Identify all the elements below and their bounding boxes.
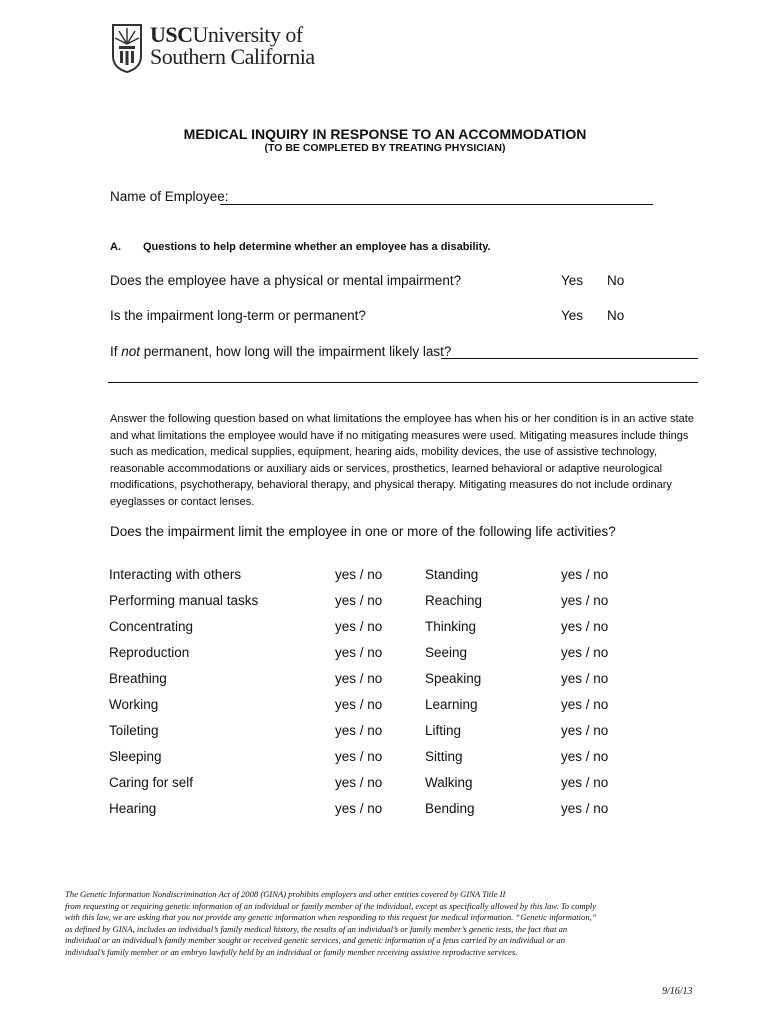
activity-label: Learning: [425, 697, 478, 712]
activity-yes-no[interactable]: yes / no: [335, 619, 383, 634]
question-duration: [110, 344, 451, 359]
activity-label: Reaching: [425, 593, 483, 608]
activity-yes-no[interactable]: yes / no: [335, 723, 383, 738]
gina-line: The Genetic Information Nondiscrimination Act of 2008 (GINA) prohibits employers and other entities covered by GINA Title II: [65, 889, 506, 899]
activity-label: Reproduction: [109, 645, 190, 660]
activity-label: Breathing: [109, 671, 167, 686]
question-long-term-yes[interactable]: Yes: [561, 308, 584, 323]
duration-answer-line-1[interactable]: [441, 358, 698, 359]
question-impairment-yes[interactable]: Yes: [561, 273, 584, 288]
section-a-letter: A.: [110, 241, 121, 253]
logo-line2: Southern California: [150, 44, 315, 69]
gina-notice: [65, 889, 715, 959]
activity-yes-no[interactable]: yes / no: [561, 775, 609, 790]
activity-yes-no[interactable]: yes / no: [335, 697, 383, 712]
activity-yes-no[interactable]: yes / no: [561, 723, 609, 738]
instructions-paragraph: Answer the following question based on what limitations the employee has when his or her condition is in an active state and what limitations the employee would have if no mitigating measures were used. Mitigating measures include things such as medication, medical supplies, equipment, hearing aids, mobility devices, the use of assistive technology, reasonable accommodations or auxiliary aids or services, prosthetics, learned behavioral or adaptive neurological modifications, psychotherapy, behavioral therapy, and physical therapy. Mitigating measures do not include ordinary eyeglasses or contact lenses.: [110, 413, 694, 508]
activity-yes-no[interactable]: yes / no: [561, 697, 609, 712]
gina-line: with this law, we are asking that you not provide any genetic information when responding to this request for medical information. “Genetic information,”: [65, 912, 597, 923]
activity-label: Toileting: [109, 723, 159, 738]
activity-label: Caring for self: [109, 775, 194, 790]
employee-name-label: Name of Employee:: [110, 189, 229, 204]
activity-label: Interacting with others: [109, 567, 242, 582]
activity-yes-no[interactable]: yes / no: [561, 749, 609, 764]
question-impairment-no[interactable]: No: [607, 273, 625, 288]
question-duration-prefix: If: [110, 344, 122, 359]
activity-yes-no[interactable]: yes / no: [561, 645, 609, 660]
question-duration-emph: not: [121, 344, 141, 359]
activity-yes-no[interactable]: yes / no: [335, 567, 383, 582]
activity-yes-no[interactable]: yes / no: [335, 593, 383, 608]
activity-yes-no[interactable]: yes / no: [335, 801, 383, 816]
activity-yes-no[interactable]: yes / no: [335, 749, 383, 764]
question-duration-suffix: permanent, how long will the impairment likely last?: [140, 344, 452, 359]
duration-answer-line-2[interactable]: [108, 382, 698, 383]
activity-label: Speaking: [425, 671, 482, 686]
activity-label: Hearing: [109, 801, 157, 816]
logo-line1: University of: [192, 22, 303, 47]
activity-label: Seeing: [425, 645, 468, 660]
activity-yes-no[interactable]: yes / no: [561, 593, 609, 608]
activity-label: Walking: [425, 775, 473, 790]
activity-label: Sleeping: [109, 749, 162, 764]
life-activities-question: Does the impairment limit the employee in one or more of the following life activities?: [110, 524, 616, 539]
gina-line: individual or an individual’s family member sought or received genetic services, and genetic information of a fetus carried by an individual or an: [65, 935, 566, 946]
activity-yes-no[interactable]: yes / no: [561, 671, 609, 686]
revision-date: 9/16/13: [662, 986, 693, 997]
activity-yes-no[interactable]: yes / no: [335, 645, 383, 660]
activity-yes-no[interactable]: yes / no: [561, 567, 609, 582]
usc-logo: [110, 20, 320, 80]
gina-line: as defined by GINA, includes an individual’s family medical history, the results of an individual’s or family member’s genetic tests, the fact that an: [65, 923, 568, 934]
activity-yes-no[interactable]: yes / no: [335, 775, 383, 790]
activity-label: Bending: [425, 801, 475, 816]
activity-label: Standing: [425, 567, 479, 582]
logo-abbr: USC: [150, 22, 193, 47]
activity-yes-no[interactable]: yes / no: [561, 801, 609, 816]
question-long-term: Is the impairment long-term or permanent?: [110, 308, 366, 323]
employee-name-field[interactable]: [220, 204, 653, 205]
question-long-term-no[interactable]: No: [607, 308, 625, 323]
question-impairment: Does the employee have a physical or mental impairment?: [110, 273, 462, 288]
gina-line: individual’s family member or an embryo lawfully held by an individual or family member receiving assistive reproductive services.: [65, 946, 518, 957]
gina-line: from requesting or requiring genetic information of an individual or family member of the individual, except as specifically allowed by this law. To comply: [65, 900, 597, 911]
form-subtitle: (TO BE COMPLETED BY TREATING PHYSICIAN): [264, 142, 506, 154]
activity-yes-no[interactable]: yes / no: [335, 671, 383, 686]
activity-label: Thinking: [425, 619, 477, 634]
activity-label: Working: [109, 697, 159, 712]
form-title: MEDICAL INQUIRY IN RESPONSE TO AN ACCOMMODATION: [183, 126, 587, 142]
section-a-title: Questions to help determine whether an employee has a disability.: [143, 241, 491, 253]
activity-label: Sitting: [425, 749, 463, 764]
activity-label: Performing manual tasks: [109, 593, 259, 608]
activity-yes-no[interactable]: yes / no: [561, 619, 609, 634]
activity-label: Lifting: [425, 723, 462, 738]
usc-seal-icon: [110, 22, 144, 74]
activity-label: Concentrating: [109, 619, 194, 634]
